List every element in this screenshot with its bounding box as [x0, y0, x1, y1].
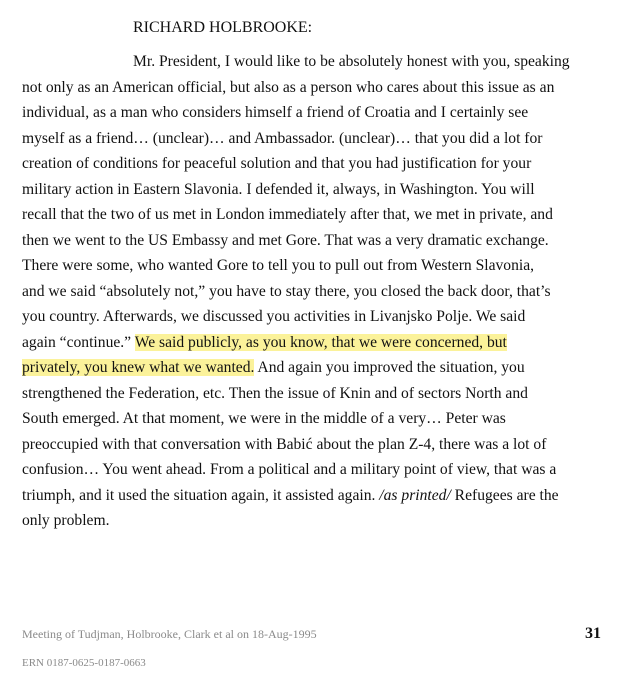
text-segment: not only as an American official, but also as a person who cares about this issue as an — [22, 78, 555, 96]
transcript-line — [22, 508, 607, 534]
text-segment: South emerged. At that moment, we were in the middle of a very… Peter was — [22, 410, 506, 427]
text-segment: confusion… You went ahead. From a political and a military point of view, that was a — [22, 461, 557, 478]
highlighted-text: privately, you knew what we wanted. — [22, 359, 255, 376]
text-segment: and we said “absolutely not,” you have to stay there, you closed the back door, that’s — [22, 282, 551, 300]
transcript-line — [22, 75, 607, 101]
editorial-note: /as printed/ — [379, 486, 451, 504]
transcript-line — [22, 253, 607, 279]
text-segment: preoccupied with that conversation with Babić about the plan Z-4, there was a lot of — [22, 435, 547, 453]
text-segment: then we went to the US Embassy and met Gore. That was a very dramatic exchange. — [22, 231, 549, 249]
transcript-line — [22, 49, 607, 75]
transcript-line — [22, 177, 607, 203]
transcript-line — [22, 151, 607, 177]
text-segment: triumph, and it used the situation again, it assisted again. — [22, 486, 380, 504]
footer-meeting-label: Meeting of Tudjman, Holbrooke, Clark et al on 18-Aug-1995 — [22, 627, 317, 641]
transcript-paragraph — [22, 49, 607, 534]
transcript-line — [22, 228, 607, 254]
transcript-line — [22, 432, 607, 458]
page-number: 31 — [585, 625, 601, 642]
text-segment: recall that the two of us met in London immediately after that, we met in private, and — [22, 206, 553, 223]
text-segment: And again you improved the situation, you — [254, 359, 525, 376]
text-segment: you country. Afterwards, we discussed you activities in Livanjsko Polje. We said — [22, 308, 526, 325]
text-segment: myself as a friend… (unclear)… and Ambassador. (unclear)… that you did a lot for — [22, 129, 543, 147]
transcript-line — [22, 330, 607, 356]
transcript-line — [22, 304, 607, 330]
text-segment: again “continue.” — [22, 333, 135, 351]
ern-reference: ERN 0187-0625-0187-0663 — [22, 657, 146, 669]
text-segment: individual, as a man who considers himself a friend of Croatia and I certainly see — [22, 104, 529, 121]
text-segment: military action in Eastern Slavonia. I defended it, always, in Washington. You will — [22, 180, 535, 198]
text-segment: Mr. President, I would like to be absolutely honest with you, speaking — [133, 53, 570, 70]
text-segment: There were some, who wanted Gore to tell you to pull out from Western Slavonia, — [22, 257, 535, 274]
highlighted-text: We said publicly, as you know, that we were concerned, but — [134, 333, 507, 351]
transcript-line — [22, 457, 607, 483]
transcript-line — [22, 126, 607, 152]
transcript-line — [22, 355, 607, 381]
transcript-line — [22, 279, 607, 305]
text-segment: only problem. — [22, 512, 110, 529]
transcript-line — [22, 483, 607, 509]
transcript-line — [22, 381, 607, 407]
speaker-heading: RICHARD HOLBROOKE: — [133, 19, 313, 36]
text-segment: Refugees are the — [450, 486, 559, 504]
text-segment: creation of conditions for peaceful solution and that you had justification for your — [22, 155, 532, 172]
transcript-line — [22, 100, 607, 126]
transcript-line — [22, 202, 607, 228]
text-segment: strengthened the Federation, etc. Then the issue of Knin and of sectors North and — [22, 384, 528, 402]
transcript-line — [22, 406, 607, 432]
